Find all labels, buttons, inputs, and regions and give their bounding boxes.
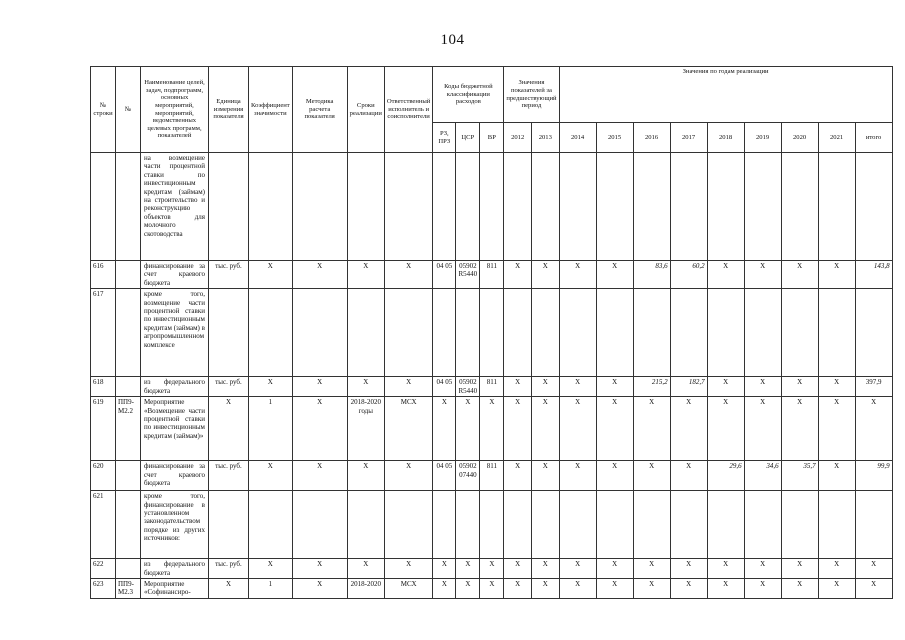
col-name: Наименование целей, задач, подпрограмм, основных мероприятий, мероприятий, ведомственных целевых программ, показателей — [141, 67, 209, 153]
year-value-cell: Х — [781, 559, 818, 579]
col-unit: Единица измерения показателя — [209, 67, 249, 153]
year-value-cell: Х — [707, 397, 744, 461]
total-cell — [855, 153, 892, 261]
csr-cell — [456, 153, 480, 261]
year-value-cell: 29,6 — [707, 461, 744, 491]
coef-cell: Х — [249, 377, 293, 397]
year-value-cell: Х — [781, 261, 818, 289]
year-value-cell — [818, 289, 855, 377]
year-value-cell: Х — [596, 397, 633, 461]
method-cell — [292, 491, 347, 559]
col-coef: Коэффициент значимости — [249, 67, 293, 153]
year-value-cell: Х — [559, 579, 596, 599]
rz-cell: Х — [433, 559, 456, 579]
year-value-cell: Х — [531, 397, 559, 461]
year-value-cell: Х — [596, 559, 633, 579]
total-cell — [855, 491, 892, 559]
col-year: 2019 — [744, 123, 781, 153]
csr-cell: 05902 07440 — [456, 461, 480, 491]
year-value-cell: Х — [596, 579, 633, 599]
year-value-cell — [531, 289, 559, 377]
rz-cell — [433, 289, 456, 377]
year-value-cell — [781, 289, 818, 377]
year-value-cell: Х — [670, 559, 707, 579]
year-value-cell: Х — [707, 377, 744, 397]
coef-cell: 1 — [249, 397, 293, 461]
year-value-cell — [531, 153, 559, 261]
year-value-cell — [670, 491, 707, 559]
year-value-cell — [744, 153, 781, 261]
rz-cell: 04 05 — [433, 261, 456, 289]
col-year: 2017 — [670, 123, 707, 153]
unit-cell: Х — [209, 397, 249, 461]
responsible-cell: Х — [384, 377, 432, 397]
year-value-cell — [670, 289, 707, 377]
name-cell: Мероприятие «Возмещение части процентной ставки по инвестиционным кредитам (займам)» — [141, 397, 209, 461]
responsible-cell — [384, 153, 432, 261]
term-cell: 2018-2020 годы — [347, 397, 384, 461]
rz-cell: 04 05 — [433, 377, 456, 397]
total-cell: 397,9 — [855, 377, 892, 397]
year-value-cell: Х — [707, 261, 744, 289]
year-value-cell: 182,7 — [670, 377, 707, 397]
method-cell: Х — [292, 579, 347, 599]
year-value-cell: Х — [707, 559, 744, 579]
col-year: 2020 — [781, 123, 818, 153]
responsible-cell: Х — [384, 559, 432, 579]
year-value-cell: Х — [818, 261, 855, 289]
table-row — [91, 289, 893, 377]
csr-cell — [456, 289, 480, 377]
year-value-cell: Х — [633, 559, 670, 579]
col-year: 2012 — [504, 123, 532, 153]
col-responsible: Ответственный исполнитель и соисполнители — [384, 67, 432, 153]
col-deadline: Сроки реализации — [347, 67, 384, 153]
year-value-cell — [596, 491, 633, 559]
coef-cell: Х — [249, 461, 293, 491]
vr-cell: Х — [480, 579, 504, 599]
col-code: № — [116, 67, 141, 153]
term-cell — [347, 491, 384, 559]
year-value-cell: Х — [818, 377, 855, 397]
term-cell: 2018-2020 — [347, 579, 384, 599]
year-value-cell: Х — [781, 397, 818, 461]
year-value-cell: Х — [670, 579, 707, 599]
year-value-cell — [744, 289, 781, 377]
code-cell — [116, 377, 141, 397]
responsible-cell: МСХ — [384, 397, 432, 461]
csr-cell: Х — [456, 559, 480, 579]
code-cell — [116, 491, 141, 559]
rz-cell: Х — [433, 397, 456, 461]
year-value-cell — [596, 289, 633, 377]
table-row — [91, 559, 893, 579]
year-value-cell: 215,2 — [633, 377, 670, 397]
year-value-cell — [781, 153, 818, 261]
year-value-cell: Х — [818, 461, 855, 491]
year-value-cell: Х — [559, 377, 596, 397]
total-cell: 143,8 — [855, 261, 892, 289]
total-cell — [855, 289, 892, 377]
rz-cell: Х — [433, 579, 456, 599]
total-cell: 99,9 — [855, 461, 892, 491]
year-value-cell: 60,2 — [670, 261, 707, 289]
row-number-cell: 621 — [91, 491, 116, 559]
code-cell — [116, 461, 141, 491]
year-value-cell: Х — [531, 261, 559, 289]
year-value-cell — [707, 289, 744, 377]
table-row — [91, 153, 893, 261]
year-value-cell: Х — [504, 461, 532, 491]
term-cell: Х — [347, 461, 384, 491]
method-cell: Х — [292, 397, 347, 461]
responsible-cell: Х — [384, 261, 432, 289]
year-value-cell: Х — [596, 261, 633, 289]
csr-cell: Х — [456, 397, 480, 461]
coef-cell — [249, 289, 293, 377]
code-cell — [116, 261, 141, 289]
year-value-cell: Х — [670, 461, 707, 491]
name-cell: Мероприятие «Софинансиро- — [141, 579, 209, 599]
row-number-cell — [91, 153, 116, 261]
unit-cell: Х — [209, 579, 249, 599]
code-cell: ПП9-М2.2 — [116, 397, 141, 461]
responsible-cell: Х — [384, 461, 432, 491]
rz-cell — [433, 153, 456, 261]
coef-cell — [249, 491, 293, 559]
col-total: итого — [855, 123, 892, 153]
year-value-cell: Х — [531, 461, 559, 491]
row-number-cell: 617 — [91, 289, 116, 377]
year-value-cell: Х — [633, 579, 670, 599]
col-method: Методика расчета показателя — [292, 67, 347, 153]
coef-cell: 1 — [249, 579, 293, 599]
year-value-cell — [670, 153, 707, 261]
name-cell: на возмещение части процентной ставки по инвестиционным кредитам (займам) на строительство и реконструкцию объектов для молочного скотоводства — [141, 153, 209, 261]
table-row — [91, 377, 893, 397]
year-value-cell: Х — [559, 397, 596, 461]
year-value-cell: Х — [504, 397, 532, 461]
col-years-values: Значения по годам реализации — [559, 67, 892, 123]
method-cell: Х — [292, 559, 347, 579]
vr-cell: 811 — [480, 461, 504, 491]
col-budget-codes: Коды бюджетной классификации расходов — [433, 67, 504, 123]
col-year: 2021 — [818, 123, 855, 153]
unit-cell — [209, 153, 249, 261]
csr-cell: 05902 R5440 — [456, 261, 480, 289]
year-value-cell — [559, 153, 596, 261]
rz-cell: 04 05 — [433, 461, 456, 491]
year-value-cell: 83,6 — [633, 261, 670, 289]
term-cell — [347, 153, 384, 261]
col-rz: РЗ, ПРЗ — [433, 123, 456, 153]
table-row — [91, 397, 893, 461]
vr-cell: 811 — [480, 261, 504, 289]
term-cell: Х — [347, 377, 384, 397]
year-value-cell — [818, 153, 855, 261]
row-number-cell: 622 — [91, 559, 116, 579]
year-value-cell: Х — [744, 579, 781, 599]
col-year: 2015 — [596, 123, 633, 153]
year-value-cell — [504, 491, 532, 559]
name-cell: кроме того, финансирование в установленном законодательством порядке из других источников: — [141, 491, 209, 559]
year-value-cell: Х — [744, 397, 781, 461]
row-number-cell: 619 — [91, 397, 116, 461]
term-cell: Х — [347, 559, 384, 579]
vr-cell — [480, 153, 504, 261]
row-number-cell: 623 — [91, 579, 116, 599]
year-value-cell: Х — [744, 261, 781, 289]
unit-cell: тыс. руб. — [209, 377, 249, 397]
col-prev-values: Значения показателей за предшествующий период — [504, 67, 559, 123]
year-value-cell — [707, 153, 744, 261]
vr-cell — [480, 491, 504, 559]
col-year: 2018 — [707, 123, 744, 153]
row-number-cell: 620 — [91, 461, 116, 491]
responsible-cell: МСХ — [384, 579, 432, 599]
year-value-cell — [781, 491, 818, 559]
year-value-cell: 35,7 — [781, 461, 818, 491]
year-value-cell: Х — [559, 461, 596, 491]
method-cell: Х — [292, 377, 347, 397]
table-row — [91, 461, 893, 491]
name-cell: финансирование за счет краевого бюджета — [141, 461, 209, 491]
table-row — [91, 261, 893, 289]
name-cell: кроме того, возмещение части процентной ставки по инвестиционным кредитам (займам) в агропромышленном комплексе — [141, 289, 209, 377]
col-csr: ЦСР — [456, 123, 480, 153]
code-cell — [116, 153, 141, 261]
term-cell: Х — [347, 261, 384, 289]
unit-cell: тыс. руб. — [209, 559, 249, 579]
name-cell: из федерального бюджета — [141, 377, 209, 397]
unit-cell — [209, 289, 249, 377]
year-value-cell: Х — [744, 559, 781, 579]
unit-cell — [209, 491, 249, 559]
csr-cell: 05902 R5440 — [456, 377, 480, 397]
col-vr: ВР — [480, 123, 504, 153]
year-value-cell: Х — [531, 377, 559, 397]
code-cell — [116, 559, 141, 579]
method-cell — [292, 289, 347, 377]
code-cell — [116, 289, 141, 377]
year-value-cell — [531, 491, 559, 559]
vr-cell: Х — [480, 559, 504, 579]
year-value-cell — [818, 491, 855, 559]
unit-cell: тыс. руб. — [209, 461, 249, 491]
total-cell: Х — [855, 559, 892, 579]
year-value-cell — [633, 153, 670, 261]
year-value-cell: Х — [818, 559, 855, 579]
year-value-cell: Х — [707, 579, 744, 599]
vr-cell: Х — [480, 397, 504, 461]
table-row — [91, 579, 893, 599]
year-value-cell: Х — [531, 559, 559, 579]
table-row — [91, 491, 893, 559]
col-row-no: № строки — [91, 67, 116, 153]
year-value-cell: Х — [633, 397, 670, 461]
year-value-cell — [559, 289, 596, 377]
year-value-cell: Х — [670, 397, 707, 461]
year-value-cell: Х — [504, 377, 532, 397]
vr-cell: 811 — [480, 377, 504, 397]
coef-cell: Х — [249, 559, 293, 579]
year-value-cell — [504, 153, 532, 261]
csr-cell: Х — [456, 579, 480, 599]
year-value-cell: Х — [504, 261, 532, 289]
year-value-cell — [633, 491, 670, 559]
year-value-cell — [707, 491, 744, 559]
row-number-cell: 616 — [91, 261, 116, 289]
unit-cell: тыс. руб. — [209, 261, 249, 289]
year-value-cell: Х — [744, 377, 781, 397]
coef-cell: Х — [249, 261, 293, 289]
year-value-cell: Х — [596, 377, 633, 397]
method-cell — [292, 153, 347, 261]
total-cell: Х — [855, 579, 892, 599]
year-value-cell — [504, 289, 532, 377]
code-cell: ПП9-М2.3 — [116, 579, 141, 599]
year-value-cell: Х — [559, 559, 596, 579]
year-value-cell: Х — [504, 559, 532, 579]
year-value-cell — [744, 491, 781, 559]
term-cell — [347, 289, 384, 377]
year-value-cell: Х — [559, 261, 596, 289]
method-cell: Х — [292, 461, 347, 491]
col-year: 2013 — [531, 123, 559, 153]
year-value-cell: Х — [781, 377, 818, 397]
vr-cell — [480, 289, 504, 377]
year-value-cell: Х — [633, 461, 670, 491]
year-value-cell: Х — [818, 397, 855, 461]
year-value-cell: 34,6 — [744, 461, 781, 491]
col-year: 2016 — [633, 123, 670, 153]
year-value-cell — [559, 491, 596, 559]
row-number-cell: 618 — [91, 377, 116, 397]
coef-cell — [249, 153, 293, 261]
year-value-cell: Х — [596, 461, 633, 491]
name-cell: финансирование за счет краевого бюджета — [141, 261, 209, 289]
year-value-cell: Х — [504, 579, 532, 599]
year-value-cell: Х — [531, 579, 559, 599]
csr-cell — [456, 491, 480, 559]
year-value-cell: Х — [781, 579, 818, 599]
year-value-cell: Х — [818, 579, 855, 599]
responsible-cell — [384, 491, 432, 559]
name-cell: из федерального бюджета — [141, 559, 209, 579]
rz-cell — [433, 491, 456, 559]
indicators-table — [90, 66, 893, 599]
col-year: 2014 — [559, 123, 596, 153]
year-value-cell — [596, 153, 633, 261]
method-cell: Х — [292, 261, 347, 289]
total-cell: Х — [855, 397, 892, 461]
page-number: 104 — [440, 32, 465, 48]
year-value-cell — [633, 289, 670, 377]
responsible-cell — [384, 289, 432, 377]
